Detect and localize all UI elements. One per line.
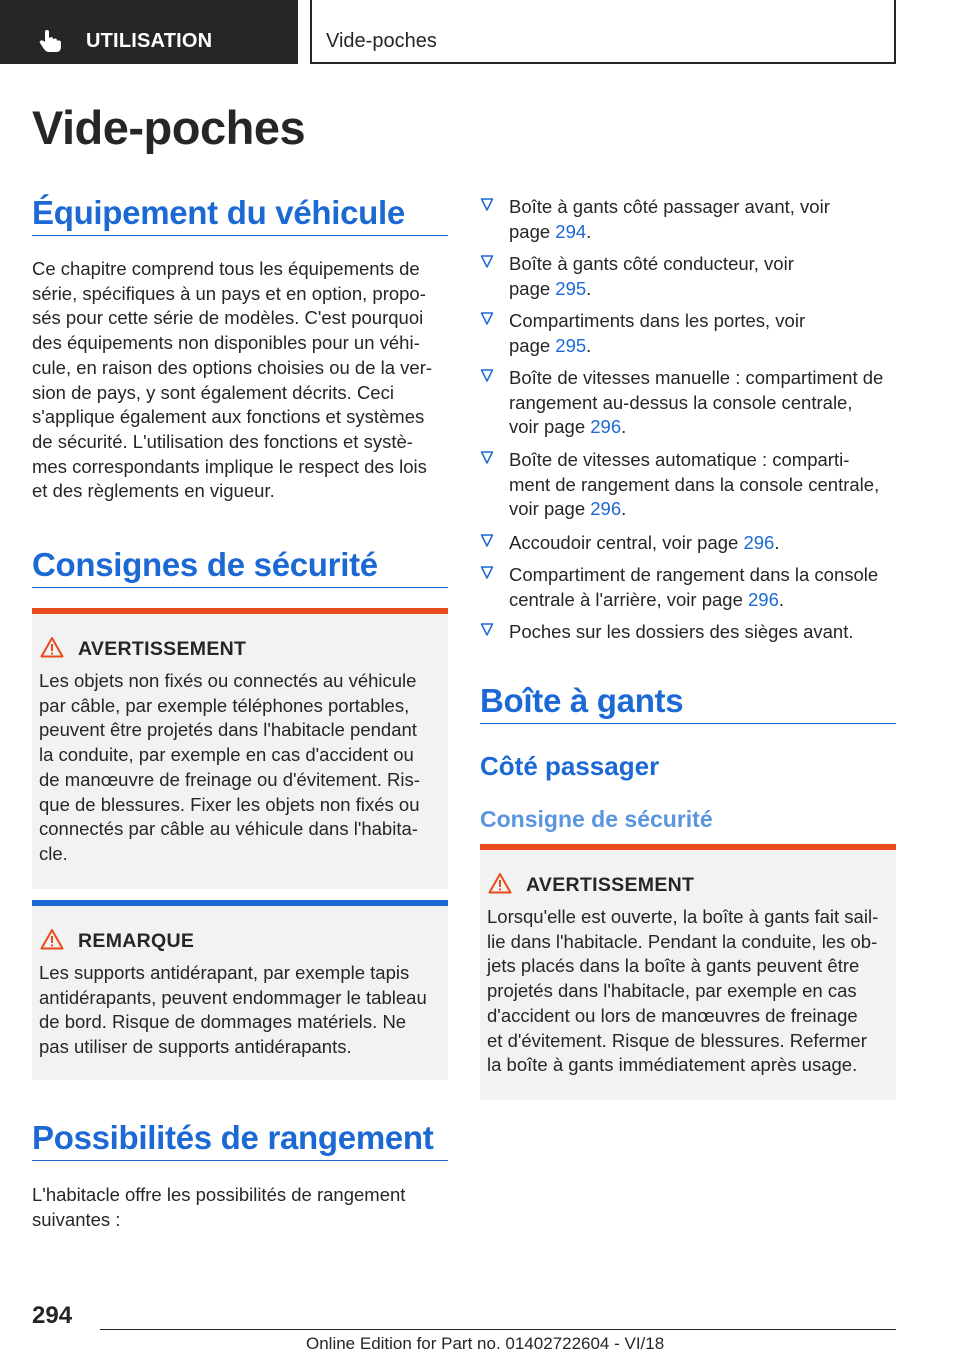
warning-label: AVERTISSEMENT [78,638,247,660]
text-line: suivantes : [32,1208,121,1230]
text-line: connectés par câble au véhicule dans l'habita- [39,818,418,840]
warning-bar [32,608,448,614]
text-line: de sécurité. L'utilisation des fonctions et systè- [32,430,413,452]
text-line: rangement au-dessus la console centrale, [509,391,853,413]
note-text [39,961,427,1060]
warning-text [487,905,878,1078]
text-fragment: Accoudoir central, voir page [509,532,744,553]
text-fragment: page [509,277,556,299]
list-item-text [509,563,901,612]
text-line: lie dans l'habitacle. Pendant la conduite, les ob- [487,930,878,952]
heading-boite: Boîte à gants [480,682,684,719]
text-line: la boîte à gants immédiatement après usage. [487,1054,858,1076]
text-line: de manœuvre de freinage ou d'évitement. Ris- [39,768,420,790]
list-item-text [509,366,901,440]
list-item-text [509,531,901,556]
triangle-bullet-icon [480,565,494,581]
footer-rule [100,1329,896,1330]
note-label: REMARQUE [78,930,195,952]
text-line: par câble, par exemple téléphones portables, [39,694,410,716]
text-fragment: voir page [509,416,591,438]
triangle-bullet-icon [480,450,494,466]
text-line: que de blessures. Fixer les objets non fixés ou [39,793,420,815]
text-line: sés pour cette série de modèles. C'est pourquoi [32,307,424,329]
header-topic-label: Vide-poches [326,30,437,52]
list-item-text [509,252,901,301]
text-line: Compartiments dans les portes, voir [509,310,806,331]
text-line: et des règlements en vigueur. [32,480,275,502]
text-fragment: . [778,588,785,610]
page-number: 294 [32,1302,73,1329]
text-fragment: centrale à l'arrière, voir page [509,588,749,610]
text-line: L'habitacle offre les possibilités de rangement [32,1184,406,1205]
footer-edition: Online Edition for Part no. 01402722604 - VI/18 [306,1334,665,1353]
heading-equipement: Équipement du véhicule [32,194,405,231]
text-line [509,334,901,359]
heading-rule [32,235,448,236]
text-line: de bord. Risque de dommages matériels. Ne [39,1011,407,1033]
header-section-tab [0,0,298,64]
note-box [32,900,448,1080]
header-topic-tab [310,0,896,64]
rangement-paragraph [32,1183,405,1232]
text-line: mes correspondants implique le respect des lois [32,455,427,477]
warning-label: AVERTISSEMENT [526,874,695,896]
text-line [509,415,901,440]
text-line: Lorsqu'elle est ouverte, la boîte à gants fait sail- [487,906,879,927]
text-line: et d'évitement. Risque de blessures. Refermer [487,1029,867,1051]
heading-rule [32,1160,448,1161]
text-line: Boîte à gants côté conducteur, voir [509,253,794,274]
triangle-bullet-icon [480,311,494,327]
text-line: Compartiment de rangement dans la console [509,564,879,585]
text-fragment: page [509,334,556,356]
text-fragment: . [621,498,627,520]
warning-bar [480,844,896,850]
page-link[interactable]: 296 [590,416,622,438]
text-line: s'applique également aux fonctions et systèmes [32,406,425,428]
list-item-text [509,448,901,522]
page-title: Vide-poches [32,101,306,154]
triangle-bullet-icon [480,197,494,213]
hand-pointer-icon [38,28,64,54]
text-fragment: . [586,277,592,299]
equipement-paragraph [32,257,432,504]
text-line: série, spécifiques à un pays et en option, propo- [32,282,426,304]
text-fragment: . [586,334,592,356]
triangle-bullet-icon [480,622,494,638]
note-bar [32,900,448,906]
warning-box [480,844,896,1100]
text-line: sion de pays, y sont également décrits. Ceci [32,381,394,403]
text-line [509,531,901,556]
text-line: Les supports antidérapant, par exemple tapis [39,962,410,983]
text-line: Boîte de vitesses manuelle : compartiment de [509,367,884,388]
text-line [509,277,901,302]
text-fragment: . [621,416,627,438]
triangle-bullet-icon [480,254,494,270]
triangle-bullet-icon [480,533,494,549]
page-link[interactable]: 296 [590,498,622,520]
heading-rule [480,723,896,724]
text-line: Poches sur les dossiers des sièges avant. [509,621,854,642]
text-line: antidérapants, peuvent endommager le tableau [39,986,427,1008]
list-item-text [509,620,901,645]
text-line: des équipements non disponibles pour un véhi- [32,332,420,354]
page-link[interactable]: 296 [743,532,775,553]
text-fragment: page [509,220,556,242]
text-line: Les objets non fixés ou connectés au véhicule [39,670,417,691]
heading-rangement: Possibilités de rangement [32,1119,434,1156]
text-line: Boîte à gants côté passager avant, voir [509,196,830,217]
text-line: la conduite, par exemple en cas d'accident ou [39,744,414,766]
page-link[interactable]: 294 [555,220,587,242]
subheading-cote-passager: Côté passager [480,751,660,781]
text-line: peuvent être projetés dans l'habitacle pendant [39,719,417,741]
text-line: cule, en raison des options choisies ou de la ver- [32,356,433,378]
text-line: Ce chapitre comprend tous les équipements de [32,258,420,279]
text-line: projetés dans l'habitacle, par exemple en cas [487,980,857,1002]
heading-rule [32,587,448,588]
warning-triangle-icon [40,636,64,658]
text-line: jets placés dans la boîte à gants peuvent être [487,955,860,977]
page-link[interactable]: 295 [555,277,587,299]
text-line [509,588,901,613]
text-line: d'accident ou lors de manœuvres de freinage [487,1004,858,1026]
triangle-bullet-icon [480,368,494,384]
text-line: Boîte de vitesses automatique : comparti- [509,449,850,470]
page-link[interactable]: 295 [555,334,587,356]
text-fragment: . [586,220,592,242]
page-link[interactable]: 296 [748,588,779,610]
list-item-text [509,195,901,244]
text-line: cle. [39,842,68,864]
heading-consignes: Consignes de sécurité [32,546,378,583]
warning-triangle-icon [488,872,512,894]
warning-text [39,669,420,867]
text-line [509,220,901,245]
text-line: pas utiliser de supports antidérapants. [39,1036,352,1058]
warning-triangle-icon [40,928,64,950]
text-fragment: voir page [509,498,591,520]
subsubheading-consigne: Consigne de sécurité [480,806,713,832]
text-line [509,497,901,522]
header-section-label: UTILISATION [86,30,213,52]
list-item-text [509,309,901,358]
text-line: ment de rangement dans la console centrale, [509,473,880,495]
text-fragment: . [774,532,780,553]
warning-box [32,608,448,889]
